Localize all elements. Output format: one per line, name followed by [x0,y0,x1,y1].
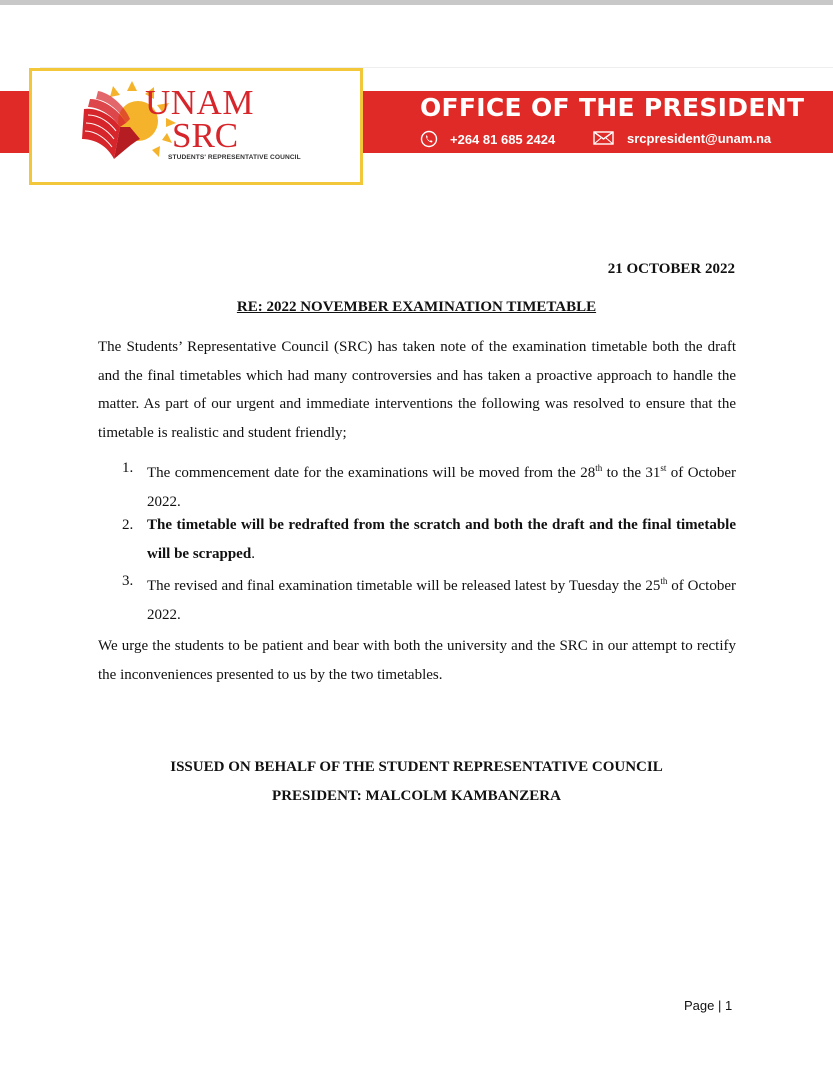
letter-subject: RE: 2022 NOVEMBER EXAMINATION TIMETABLE [236,299,597,315]
logo-title-src: SRC [172,116,239,155]
president-signature: PRESIDENT: MALCOLM KAMBANZERA [272,788,561,804]
list-number: 3. [122,573,134,589]
phone-contact[interactable] [420,130,555,148]
envelope-icon [593,130,615,146]
top-border [0,0,833,5]
email-contact[interactable] [593,130,771,146]
phone-icon [420,130,438,148]
list-item [122,454,736,516]
issued-statement: ISSUED ON BEHALF OF THE STUDENT REPRESENTATIVE COUNCIL [170,759,663,775]
intro-paragraph: The Students’ Representative Council (SRC) has taken note of the examination timetable both the draft and the final timetables which had many controversies and has taken a proactive approach to handle the matter. As part of our urgent and immediate interventions the following was resolved to ensure that the timetable is realistic and student friendly; [98,339,736,441]
list-item [122,511,736,568]
phone-number: +264 81 685 2424 [450,131,556,147]
logo-title-unam: UNAM [145,83,254,122]
list-item-text: The revised and final examination timetable will be released latest by Tuesday the 25th of October 2022. [147,576,736,623]
office-title: OFFICE OF THE PRESIDENT [420,93,805,122]
closing-paragraph: We urge the students to be patient and bear with both the university and the SRC in our attempt to rectify the inconveniences presented to us by the two timetables. [98,638,736,683]
list-number: 1. [122,460,134,476]
list-item-text: The commencement date for the examinations will be moved from the 28th to the 31st of October 2022. [147,463,736,510]
list-item-text: The timetable will be redrafted from the scratch and both the draft and the final timetable will be scrapped. [147,517,736,562]
unam-src-logo [29,68,363,185]
page-number: Page | 1 [684,998,733,1013]
email-address: srcpresident@unam.na [627,130,772,146]
list-item [122,567,736,629]
letter-date: 21 OCTOBER 2022 [607,261,735,277]
list-number: 2. [122,517,134,533]
logo-subtitle: STUDENTS' REPRESENTATIVE COUNCIL [168,154,301,161]
